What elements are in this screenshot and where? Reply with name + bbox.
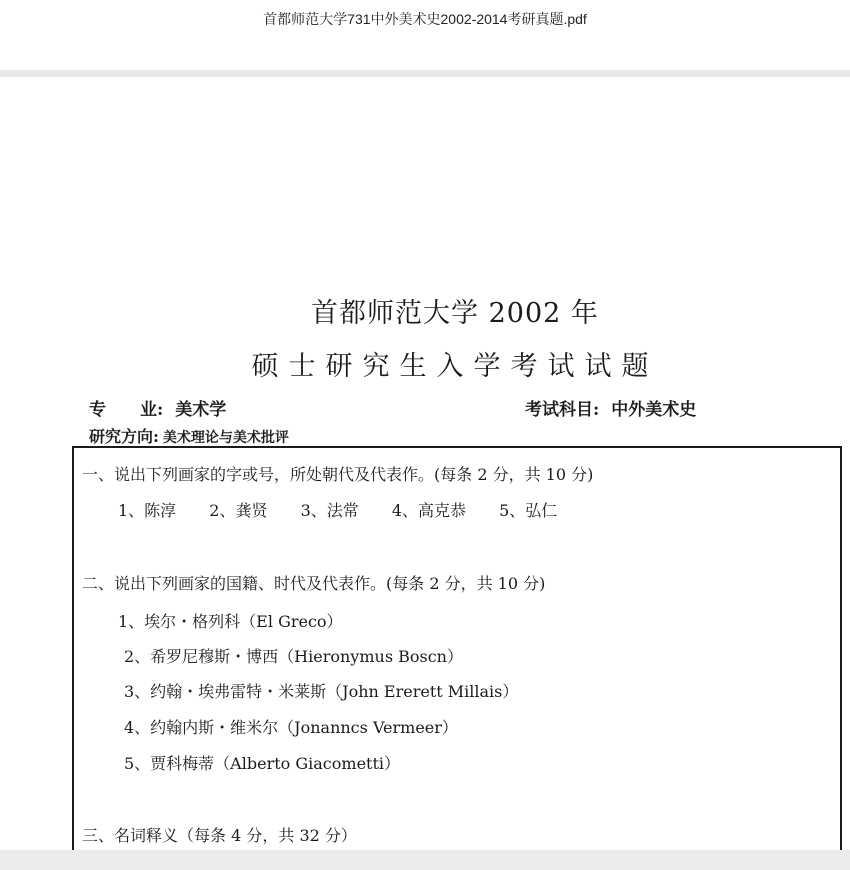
list-item: 5、贾科梅蒂（Alberto Giacometti）: [124, 754, 401, 773]
section-1-heading: 一、说出下列画家的字或号，所处朝代及代表作。(每条 2 分，共 10 分): [82, 465, 594, 484]
section-1-items: [118, 498, 585, 521]
list-item: 2、龚贤: [209, 501, 268, 520]
document-title: 首都师范大学731中外美术史2002-2014考研真题.pdf: [263, 11, 587, 27]
pdf-page: [0, 77, 850, 850]
direction-row: [89, 424, 289, 447]
subject-row: [525, 395, 696, 420]
direction-value: 美术理论与美术批评: [162, 430, 289, 446]
exam-title-university: 首都师范大学 2002 年: [311, 298, 599, 329]
major-row: [89, 395, 226, 420]
section-2-heading: 二、说出下列画家的国籍、时代及代表作。(每条 2 分，共 10 分): [82, 574, 546, 593]
exam-title-exam-name: 硕士研究生入学考试试题: [251, 351, 659, 382]
header-divider: [0, 70, 850, 77]
major-value: 美术学: [175, 400, 227, 420]
subject-label: 考试科目:: [525, 400, 600, 420]
viewer-footer-bar: [0, 850, 850, 870]
subject-value: 中外美术史: [611, 400, 697, 420]
list-item: 4、约翰内斯・维米尔（Jonanncs Vermeer）: [124, 718, 458, 737]
list-item: 3、法常: [300, 501, 359, 520]
major-label: 专 业:: [89, 400, 164, 420]
list-item: 4、高克恭: [391, 501, 467, 520]
section-3-heading: 三、名词释义（每条 4 分，共 32 分）: [82, 826, 357, 845]
list-item: 1、陈淳: [118, 501, 177, 520]
list-item: 1、埃尔・格列科（El Greco）: [118, 612, 343, 631]
direction-label: 研究方向:: [89, 427, 159, 446]
list-item: 3、约翰・埃弗雷特・米莱斯（John Ererett Millais）: [124, 682, 519, 701]
viewer-header: [0, 0, 850, 70]
list-item: 2、希罗尼穆斯・博西（Hieronymus Boscn）: [124, 647, 463, 666]
list-item: 5、弘仁: [499, 501, 558, 520]
